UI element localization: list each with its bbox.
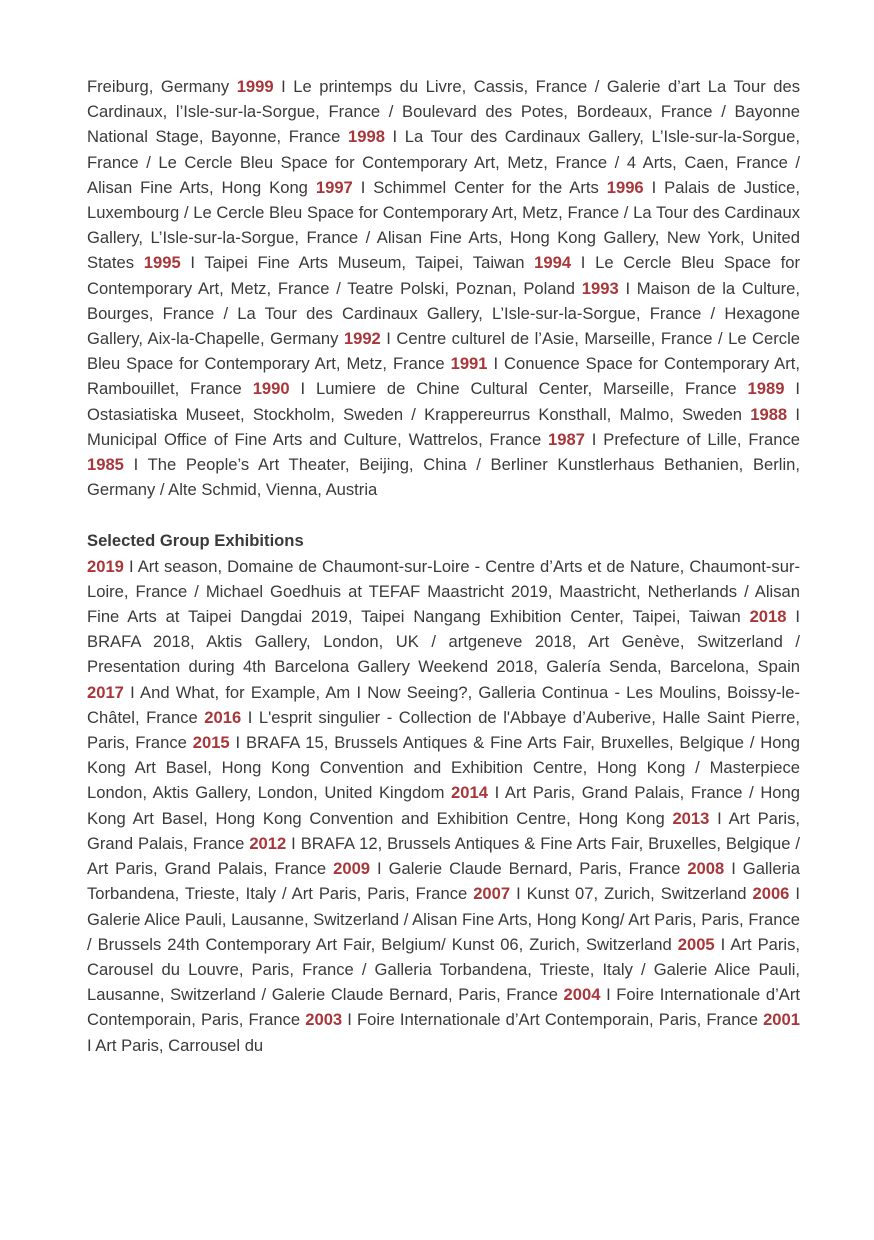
exhibition-entry-text: I Taipei Fine Arts Museum, Taipei, Taiwan	[180, 253, 535, 273]
exhibition-year: 2005	[677, 934, 715, 954]
exhibition-entry-text: I Le Cercle Bleu Space for Contemporary Art, Metz, France / Teatre Polski, Poznan, Poland	[87, 253, 801, 298]
exhibition-year: 2015	[192, 733, 230, 753]
exhibition-year: 2003	[305, 1010, 343, 1030]
exhibition-year: 1992	[343, 329, 381, 349]
exhibition-entry-text: I La Tour des Cardinaux Gallery, L’Isle-sur-la-Sorgue, France / Le Cercle Bleu Space for Contemporary Art, Metz, France / 4 Arts, Caen, France / Alisan Fine Arts, Hong Kong	[87, 127, 800, 197]
exhibition-year: 1994	[534, 253, 572, 273]
exhibition-entry-text: I Centre culturel de l’Asie, Marseille, France / Le Cercle Bleu Space for Contemporary Art, Metz, France	[87, 329, 800, 374]
exhibition-entry-text: I Art Paris, Grand Palais, France	[87, 808, 800, 853]
exhibition-entry-text: I Art season, Domaine de Chaumont-sur-Loire - Centre d’Arts et de Nature, Chaumont-sur-Loire, France / Michael Goedhuis at TEFAF Maastricht 2019, Maastricht, Netherlands / Alisan Fine Arts at Taipei Dangdai 2019, Taipei Nangang Exhibition Center, Taipei, Taiwan	[87, 556, 800, 627]
exhibition-year: 1993	[581, 278, 619, 298]
exhibition-entry-text: I BRAFA 15, Brussels Antiques & Fine Arts Fair, Bruxelles, Belgique / Hong Kong Art Basel, Hong Kong Convention and Exhibition Centre, Hong Kong / Masterpiece London, Aktis Gallery, London, United Kingdom	[87, 733, 800, 803]
exhibition-entry-text: I L'esprit singulier - Collection de l'Abbaye d’Auberive, Halle Saint Pierre, Paris, France	[87, 707, 800, 753]
exhibition-year: 1985	[87, 455, 124, 475]
exhibition-entry-text: I Foire Internationale d’Art Contemporain, Paris, France	[87, 985, 800, 1030]
exhibition-year: 2008	[687, 859, 725, 879]
solo-exhibitions-continued	[87, 74, 800, 502]
exhibition-entry-text: I Art Paris, Carousel du Louvre, Paris, France / Galleria Torbandena, Trieste, Italy / Galerie Alice Pauli, Lausanne, Switzerland / Galerie Claude Bernard, Paris, France	[87, 934, 800, 1005]
exhibition-year: 2009	[333, 859, 371, 879]
exhibition-year: 1990	[252, 379, 290, 399]
exhibition-entry-text: I Galerie Alice Pauli, Lausanne, Switzerland / Alisan Fine Arts, Hong Kong/ Art Paris, Paris, France / Brussels 24th Contemporary Art Fair, Belgium/ Kunst 06, Zurich, Switzerland	[87, 884, 800, 954]
exhibition-entry-text: I Kunst 07, Zurich, Switzerland	[510, 884, 753, 904]
exhibition-year: 2006	[752, 884, 790, 904]
exhibition-year: 1999	[236, 77, 274, 96]
exhibition-entry-text: I Galleria Torbandena, Trieste, Italy / Art Paris, Paris, France	[87, 859, 800, 904]
exhibition-year: 2012	[249, 833, 287, 853]
exhibition-entry-text: I Le printemps du Livre, Cassis, France / Galerie d’art La Tour des Cardinaux, l’Isle-sur-la-Sorgue, France / Boulevard des Potes, Bordeaux, France / Bayonne National Stage, Bayonne, France	[87, 77, 800, 147]
exhibition-year: 2013	[672, 808, 710, 828]
group-exhibitions-heading: Selected Group Exhibitions	[87, 531, 304, 551]
exhibition-year: 2018	[749, 607, 787, 627]
document-page	[87, 74, 800, 1058]
exhibition-year: 1987	[548, 429, 585, 449]
exhibition-year: 2017	[87, 682, 124, 702]
exhibition-year: 2019	[87, 556, 124, 576]
exhibition-entry-text: I BRAFA 12, Brussels Antiques & Fine Arts Fair, Bruxelles, Belgique / Art Paris, Grand Palais, France	[87, 833, 800, 879]
exhibition-entry-text: I Prefecture of Lille, France	[584, 429, 800, 449]
exhibition-year: 2004	[563, 985, 601, 1005]
exhibition-entry-text: I The People’s Art Theater, Beijing, China / Berliner Kunstlerhaus Bethanien, Berlin, Germany / Alte Schmid, Vienna, Austria	[87, 455, 800, 500]
exhibition-entry-text: Freiburg, Germany	[87, 77, 237, 96]
group-exhibitions-list	[87, 554, 800, 1058]
exhibition-entry-text: I BRAFA 2018, Aktis Gallery, London, UK / artgeneve 2018, Art Genève, Switzerland / Presentation during 4th Barcelona Gallery Weekend 2018, Galería Senda, Barcelona, Spain	[87, 607, 800, 677]
exhibition-year: 1989	[747, 379, 785, 399]
exhibition-year: 2016	[204, 707, 242, 727]
exhibition-entry-text: I Lumiere de Chine Cultural Center, Marseille, France	[289, 379, 748, 399]
exhibition-year: 1997	[315, 177, 353, 197]
exhibition-entry-text: I Maison de la Culture, Bourges, France / La Tour des Cardinaux Gallery, L’Isle-sur-la-Sorgue, France / Hexagone Gallery, Aix-la-Chapelle, Germany	[87, 278, 800, 349]
exhibition-year: 1996	[606, 177, 644, 197]
exhibition-year: 2007	[473, 884, 511, 904]
exhibition-entry-text: I And What, for Example, Am I Now Seeing?, Galleria Continua - Les Moulins, Boissy-le-Châtel, France	[87, 682, 800, 727]
exhibition-year: 2001	[763, 1010, 800, 1030]
exhibition-entry-text: I Galerie Claude Bernard, Paris, France	[370, 859, 688, 879]
exhibition-entry-text: I Art Paris, Carrousel du	[87, 1035, 264, 1055]
exhibition-entry-text: I Palais de Justice, Luxembourg / Le Cercle Bleu Space for Contemporary Art, Metz, France / La Tour des Cardinaux Gallery, L’Isle-sur-la-Sorgue, France / Alisan Fine Arts, Hong Kong Gallery, New York, United States	[87, 177, 800, 273]
exhibition-entry-text: I Ostasiatiska Museet, Stockholm, Sweden / Krappereurrus Konsthall, Malmo, Sweden	[87, 379, 800, 424]
exhibition-entry-text: I Schimmel Center for the Arts	[352, 177, 607, 197]
exhibition-entry-text: I Municipal Office of Fine Arts and Culture, Wattrelos, France	[87, 404, 800, 449]
exhibition-entry-text: I Art Paris, Grand Palais, France / Hong Kong Art Basel, Hong Kong Convention and Exhibition Centre, Hong Kong	[87, 783, 800, 828]
exhibition-year: 1991	[450, 354, 488, 374]
exhibition-year: 1988	[750, 404, 788, 424]
exhibition-entry-text: I Conuence Space for Contemporary Art, Rambouillet, France	[87, 354, 800, 399]
exhibition-year: 2014	[451, 783, 488, 803]
exhibition-year: 1998	[348, 127, 385, 147]
exhibition-year: 1995	[143, 253, 181, 273]
exhibition-entry-text: I Foire Internationale d’Art Contemporain, Paris, France	[342, 1010, 764, 1030]
